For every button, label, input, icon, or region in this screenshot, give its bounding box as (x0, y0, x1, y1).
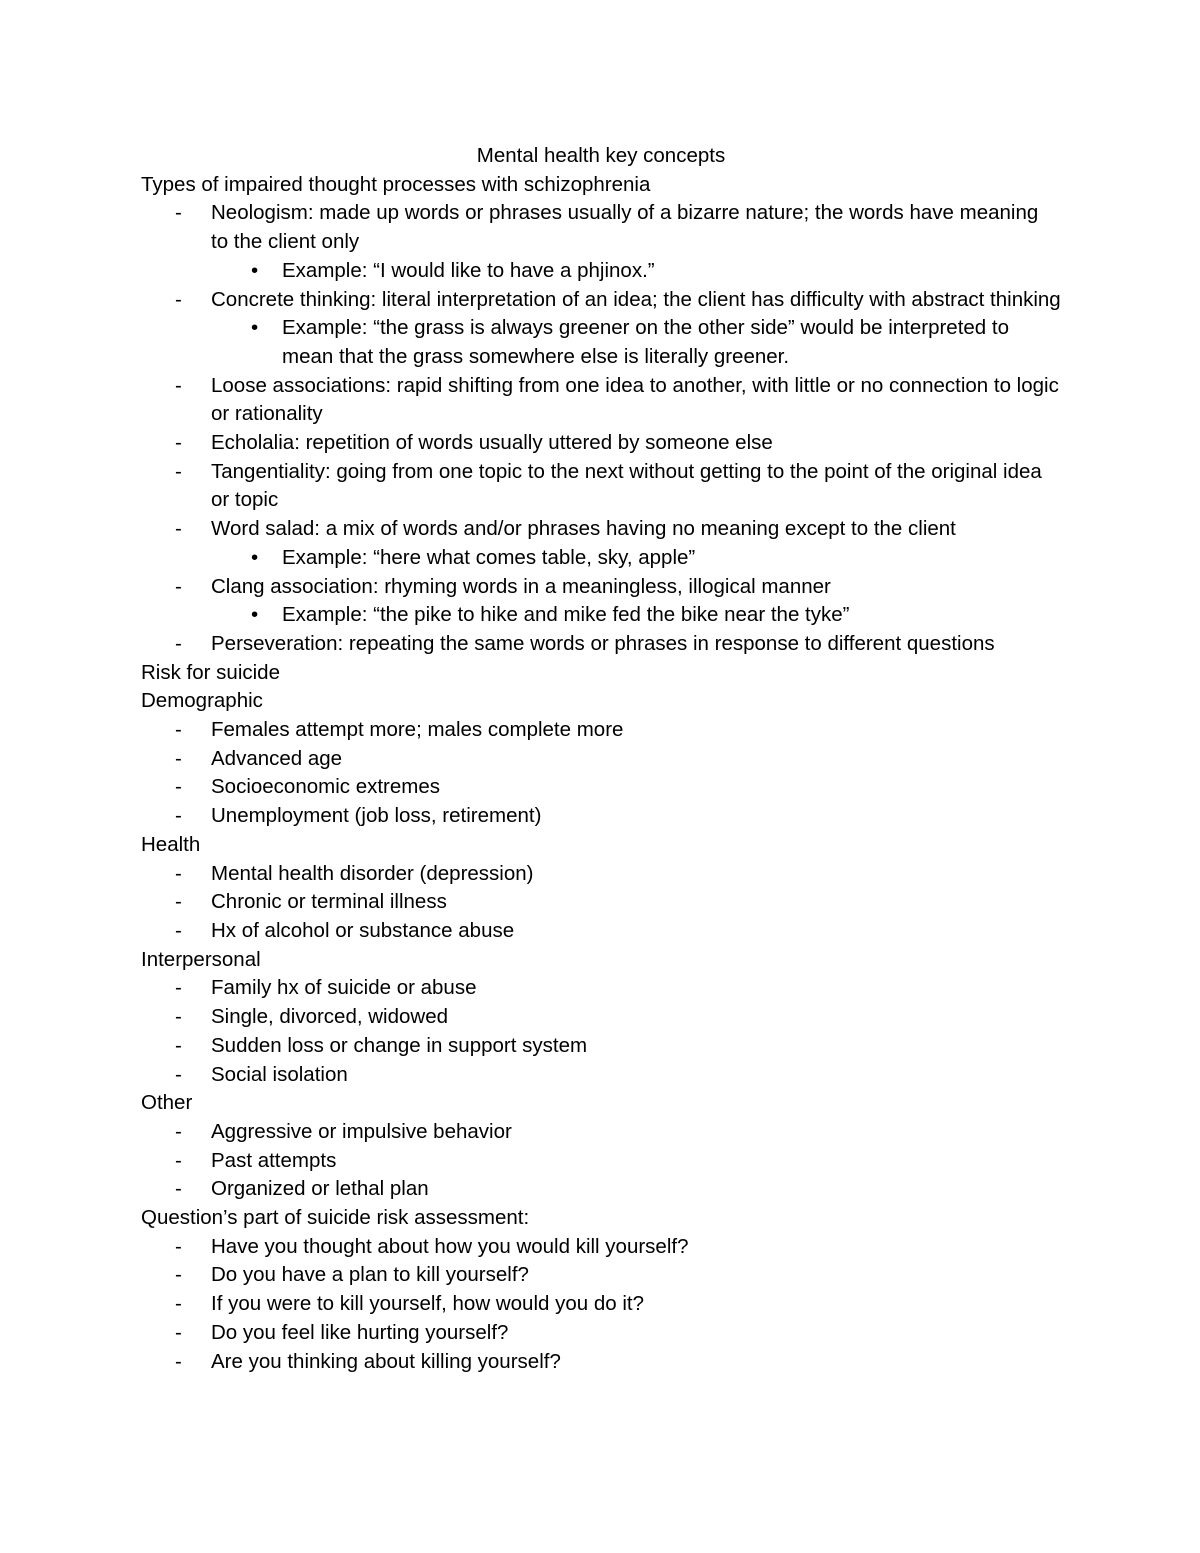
list-item-text: Loose associations: rapid shifting from one idea to another, with little or no connection to logic or rationality (211, 373, 1059, 426)
list-item (141, 716, 1061, 745)
list-item (141, 573, 1061, 602)
list-item (141, 372, 1061, 429)
list-item-text: Word salad: a mix of words and/or phrases having no meaning except to the client (211, 517, 956, 541)
dash-marker: - (175, 431, 182, 455)
list-item (141, 1319, 1061, 1348)
dash-marker: - (175, 1234, 182, 1258)
list-item-text: Do you feel like hurting yourself? (211, 1320, 509, 1344)
section-heading: Demographic (141, 689, 263, 713)
list-item-text: Sudden loss or change in support system (211, 1033, 588, 1057)
bullet-icon: • (251, 603, 259, 627)
dash-marker: - (175, 718, 182, 742)
list-item-text: Perseveration: repeating the same words or phrases in response to different questions (211, 631, 995, 655)
list-item (141, 802, 1061, 831)
dash-marker: - (175, 1005, 182, 1029)
dash-marker: - (175, 373, 182, 397)
list-item-text: Hx of alcohol or substance abuse (211, 918, 515, 942)
list-item (141, 286, 1061, 315)
dash-marker: - (175, 517, 182, 541)
list-item (141, 1061, 1061, 1090)
list-item (141, 888, 1061, 917)
list-item-text: Organized or lethal plan (211, 1177, 429, 1201)
list-item-text: Females attempt more; males complete more (211, 718, 624, 742)
list-item (141, 1118, 1061, 1147)
bullet-icon: • (251, 316, 259, 340)
document-sections (141, 171, 1061, 1377)
list-item-text: Mental health disorder (depression) (211, 861, 534, 885)
list-item-text: Chronic or terminal illness (211, 890, 447, 914)
dash-marker: - (175, 775, 182, 799)
bullet-icon: • (251, 258, 259, 282)
list-item (141, 745, 1061, 774)
dash-marker: - (175, 918, 182, 942)
list-item (141, 458, 1061, 515)
list-item-text: Advanced age (211, 746, 343, 770)
dash-marker: - (175, 861, 182, 885)
dash-marker: - (175, 459, 182, 483)
section-heading: Types of impaired thought processes with schizophrenia (141, 172, 651, 196)
dash-marker: - (175, 1062, 182, 1086)
section-heading: Risk for suicide (141, 660, 280, 684)
section-heading: Other (141, 1091, 193, 1115)
list-item-text: Past attempts (211, 1148, 337, 1172)
section-heading: Health (141, 832, 201, 856)
bullet-icon: • (251, 545, 259, 569)
list-item-text: Socioeconomic extremes (211, 775, 441, 799)
dash-marker: - (175, 976, 182, 1000)
dash-marker: - (175, 1177, 182, 1201)
list-item-text: Neologism: made up words or phrases usually of a bizarre nature; the words have meaning to the client only (211, 201, 1039, 254)
sub-list-item-text: Example: “here what comes table, sky, apple” (282, 545, 696, 569)
list-item (141, 199, 1061, 256)
section-heading: Interpersonal (141, 947, 261, 971)
list-item-text: Have you thought about how you would kill yourself? (211, 1234, 689, 1258)
sub-list-item (141, 257, 1061, 286)
list-item-text: Unemployment (job loss, retirement) (211, 804, 542, 828)
list-item (141, 1261, 1061, 1290)
list-item (141, 773, 1061, 802)
list-item (141, 860, 1061, 889)
list-item-text: Tangentiality: going from one topic to the next without getting to the point of the original idea or topic (211, 459, 1042, 512)
dash-marker: - (175, 1148, 182, 1172)
sub-list-item (141, 601, 1061, 630)
dash-marker: - (175, 1320, 182, 1344)
list-item (141, 1233, 1061, 1262)
dash-marker: - (175, 1033, 182, 1057)
dash-marker: - (175, 1292, 182, 1316)
list-item (141, 630, 1061, 659)
list-item (141, 1032, 1061, 1061)
list-item (141, 1175, 1061, 1204)
list-item (141, 1003, 1061, 1032)
document-title: Mental health key concepts (476, 144, 726, 167)
list-item-text: If you were to kill yourself, how would you do it? (211, 1292, 644, 1316)
list-item-text: Social isolation (211, 1062, 348, 1086)
dash-marker: - (175, 746, 182, 770)
list-item (141, 515, 1061, 544)
dash-marker: - (175, 287, 182, 311)
list-item (141, 1348, 1061, 1377)
list-item (141, 1147, 1061, 1176)
list-item-text: Family hx of suicide or abuse (211, 976, 477, 1000)
sub-list-item (141, 314, 1061, 371)
document-body (141, 142, 1061, 1376)
dash-marker: - (175, 631, 182, 655)
list-item (141, 974, 1061, 1003)
dash-marker: - (175, 1263, 182, 1287)
sub-list-item-text: Example: “the grass is always greener on the other side” would be interpreted to mean that the grass somewhere else is literally greener. (282, 316, 1009, 368)
sub-list-item-text: Example: “I would like to have a phjinox.” (282, 258, 655, 282)
list-item (141, 429, 1061, 458)
list-item-text: Single, divorced, widowed (211, 1005, 449, 1029)
sub-list-item (141, 544, 1061, 573)
list-item-text: Aggressive or impulsive behavior (211, 1119, 512, 1143)
list-item (141, 917, 1061, 946)
list-item-text: Echolalia: repetition of words usually uttered by someone else (211, 431, 773, 455)
dash-marker: - (175, 1349, 182, 1373)
dash-marker: - (175, 201, 182, 225)
sub-list-item-text: Example: “the pike to hike and mike fed the bike near the tyke” (282, 603, 850, 627)
section-heading: Question’s part of suicide risk assessment: (141, 1206, 530, 1230)
dash-marker: - (175, 890, 182, 914)
list-item (141, 1290, 1061, 1319)
list-item-text: Concrete thinking: literal interpretation of an idea; the client has difficulty with abstract thinking (211, 287, 1061, 311)
dash-marker: - (175, 804, 182, 828)
list-item-text: Are you thinking about killing yourself? (211, 1349, 561, 1373)
dash-marker: - (175, 1119, 182, 1143)
list-item-text: Clang association: rhyming words in a meaningless, illogical manner (211, 574, 831, 598)
dash-marker: - (175, 574, 182, 598)
list-item-text: Do you have a plan to kill yourself? (211, 1263, 529, 1287)
